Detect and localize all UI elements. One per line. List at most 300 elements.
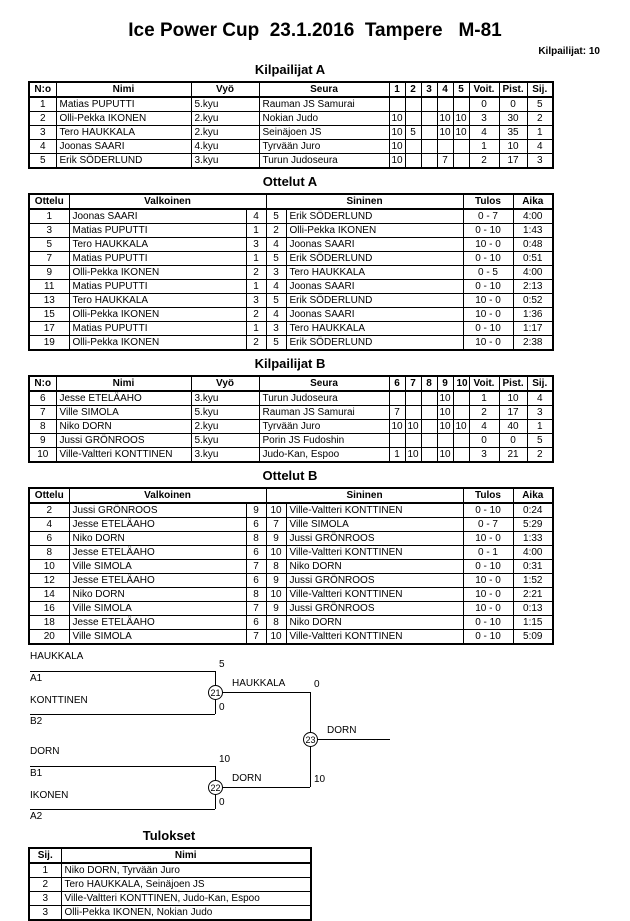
cell-pist: 21 [499, 448, 527, 463]
cell-time: 2:38 [513, 336, 553, 351]
cell-result: 0 - 1 [463, 546, 513, 560]
cell-blue-name: Joonas SAARI [286, 308, 463, 322]
cell-pist: 40 [499, 420, 527, 434]
cell-seura: Rauman JS Samurai [259, 406, 389, 420]
cell-no: 6 [29, 391, 56, 406]
cell-sij: 1 [29, 863, 61, 878]
col-header-vyo: Vyö [191, 82, 259, 97]
cell-vyo: 5.kyu [191, 434, 259, 448]
cell-sij: 4 [527, 140, 553, 154]
cell-voit: 1 [469, 140, 499, 154]
cell-sij: 5 [527, 97, 553, 112]
cell-voit: 0 [469, 434, 499, 448]
cell-grid-5 [453, 140, 469, 154]
cell-blue-number: 9 [266, 532, 286, 546]
cell-grid-5 [453, 154, 469, 169]
cell-nimi: Niko DORN [56, 420, 191, 434]
table-header-row [29, 82, 553, 97]
cell-grid-1: 10 [389, 140, 405, 154]
cell-match-no: 2 [29, 503, 69, 518]
cell-white-name: Tero HAUKKALA [69, 294, 246, 308]
bracket-entrant-name: HAUKKALA [30, 651, 84, 662]
tulokset-table [28, 847, 312, 921]
cell-blue-name: Tero HAUKKALA [286, 266, 463, 280]
cell-seura: Turun Judoseura [259, 154, 389, 169]
cell-grid-6: 7 [389, 406, 405, 420]
cell-white-number: 1 [246, 322, 266, 336]
cell-match-no: 6 [29, 532, 69, 546]
competitor-row [29, 126, 553, 140]
table-header-row [29, 488, 553, 503]
cell-result: 10 - 0 [463, 238, 513, 252]
cell-voit: 2 [469, 406, 499, 420]
cell-blue-name: Niko DORN [286, 616, 463, 630]
cell-white-number: 2 [246, 266, 266, 280]
cell-seura: Porin JS Fudoshin [259, 434, 389, 448]
cell-white-name: Olli-Pekka IKONEN [69, 336, 246, 351]
bracket-slot-label: A2 [30, 811, 43, 822]
cell-grid-8 [421, 434, 437, 448]
cell-blue-number: 3 [266, 322, 286, 336]
cell-nimi: Ville SIMOLA [56, 406, 191, 420]
col-header-seura: Seura [259, 82, 389, 97]
cell-result: 0 - 10 [463, 224, 513, 238]
col-header-nimi: Nimi [61, 848, 311, 863]
ottelut-a-heading: Ottelut A [262, 174, 318, 189]
cell-white-number: 8 [246, 532, 266, 546]
result-row [29, 906, 311, 921]
bracket-score: 10 [219, 754, 231, 765]
cell-grid-10 [453, 434, 469, 448]
bracket-entrant-name: DORN [30, 746, 60, 757]
cell-grid-7 [405, 406, 421, 420]
cell-result: 0 - 10 [463, 322, 513, 336]
cell-white-name: Matias PUPUTTI [69, 224, 246, 238]
cell-result: 0 - 10 [463, 560, 513, 574]
col-header-aika: Aika [513, 488, 553, 503]
match-row [29, 560, 553, 574]
cell-white-name: Joonas SAARI [69, 209, 246, 224]
cell-white-name: Jesse ETELÄAHO [69, 616, 246, 630]
cell-blue-name: Olli-Pekka IKONEN [286, 224, 463, 238]
col-header-tulos: Tulos [463, 488, 513, 503]
cell-nimi: Olli-Pekka IKONEN, Nokian Judo [61, 906, 311, 921]
cell-blue-number: 5 [266, 252, 286, 266]
cell-grid-1: 10 [389, 154, 405, 169]
cell-no: 9 [29, 434, 56, 448]
cell-white-number: 3 [246, 238, 266, 252]
cell-match-no: 5 [29, 238, 69, 252]
match-row [29, 503, 553, 518]
cell-grid-2 [405, 140, 421, 154]
cell-result: 10 - 0 [463, 308, 513, 322]
section-ottelut-b [28, 468, 552, 645]
cell-white-number: 4 [246, 209, 266, 224]
table-header-row [29, 194, 553, 209]
cell-vyo: 2.kyu [191, 420, 259, 434]
cell-result: 10 - 0 [463, 294, 513, 308]
kilpailijat-a-table [28, 81, 554, 169]
match-row [29, 280, 553, 294]
cell-sij: 3 [527, 154, 553, 169]
cell-white-name: Tero HAUKKALA [69, 238, 246, 252]
col-header-voit: Voit. [469, 376, 499, 391]
col-header-aika: Aika [513, 194, 553, 209]
match-row [29, 308, 553, 322]
bracket-score: 5 [219, 659, 225, 670]
cell-time: 2:13 [513, 280, 553, 294]
cell-voit: 4 [469, 126, 499, 140]
cell-grid-1 [389, 97, 405, 112]
cell-nimi: Olli-Pekka IKONEN [56, 112, 191, 126]
cell-white-name: Ville SIMOLA [69, 602, 246, 616]
competitor-row [29, 420, 553, 434]
cell-blue-number: 5 [266, 336, 286, 351]
cell-white-name: Jesse ETELÄAHO [69, 574, 246, 588]
cell-seura: Turun Judoseura [259, 391, 389, 406]
cell-white-name: Olli-Pekka IKONEN [69, 266, 246, 280]
cell-vyo: 5.kyu [191, 97, 259, 112]
cell-white-name: Jussi GRÖNROOS [69, 503, 246, 518]
cell-voit: 2 [469, 154, 499, 169]
col-header-ottelu: Ottelu [29, 194, 69, 209]
col-header-no: N:o [29, 82, 56, 97]
cell-grid-4: 10 [437, 126, 453, 140]
cell-result: 0 - 7 [463, 518, 513, 532]
cell-voit: 0 [469, 97, 499, 112]
cell-grid-4: 7 [437, 154, 453, 169]
col-header-tulos: Tulos [463, 194, 513, 209]
match-row [29, 266, 553, 280]
cell-result: 10 - 0 [463, 532, 513, 546]
cell-white-name: Matias PUPUTTI [69, 322, 246, 336]
cell-no: 8 [29, 420, 56, 434]
col-header-g3: 3 [421, 82, 437, 97]
kilpailijat-b-table [28, 375, 554, 463]
bracket-score: 10 [314, 774, 326, 785]
cell-white-name: Ville SIMOLA [69, 630, 246, 645]
result-row [29, 878, 311, 892]
cell-nimi: Tero HAUKKALA [56, 126, 191, 140]
cell-blue-number: 7 [266, 518, 286, 532]
competitors-count: Kilpailijat: 10 [538, 46, 600, 57]
section-kilpailijat-a [28, 62, 552, 169]
col-header-ottelu: Ottelu [29, 488, 69, 503]
cell-time: 1:52 [513, 574, 553, 588]
competitor-row [29, 434, 553, 448]
cell-pist: 0 [499, 97, 527, 112]
cell-grid-7: 10 [405, 420, 421, 434]
cell-grid-2 [405, 154, 421, 169]
cell-vyo: 5.kyu [191, 406, 259, 420]
cell-blue-name: Ville-Valtteri KONTTINEN [286, 588, 463, 602]
cell-sij: 1 [527, 420, 553, 434]
col-header-g8: 8 [421, 376, 437, 391]
cell-nimi: Niko DORN, Tyrvään Juro [61, 863, 311, 878]
cell-time: 4:00 [513, 266, 553, 280]
section-kilpailijat-b [28, 356, 552, 463]
cell-grid-9: 10 [437, 391, 453, 406]
cell-no: 7 [29, 406, 56, 420]
cell-result: 0 - 10 [463, 280, 513, 294]
cell-nimi: Ville-Valtteri KONTTINEN [56, 448, 191, 463]
cell-white-name: Matias PUPUTTI [69, 280, 246, 294]
match-row [29, 532, 553, 546]
cell-blue-name: Joonas SAARI [286, 238, 463, 252]
cell-grid-3 [421, 154, 437, 169]
match-row [29, 602, 553, 616]
kilpailijat-a-heading: Kilpailijat A [254, 62, 326, 77]
cell-blue-name: Joonas SAARI [286, 280, 463, 294]
cell-result: 0 - 10 [463, 616, 513, 630]
cell-result: 10 - 0 [463, 574, 513, 588]
cell-result: 0 - 7 [463, 209, 513, 224]
cell-grid-2 [405, 97, 421, 112]
competitor-row [29, 140, 553, 154]
match-row [29, 322, 553, 336]
cell-match-no: 17 [29, 322, 69, 336]
col-header-g2: 2 [405, 82, 421, 97]
match-row [29, 616, 553, 630]
col-header-g9: 9 [437, 376, 453, 391]
cell-grid-8 [421, 420, 437, 434]
cell-result: 0 - 10 [463, 503, 513, 518]
cell-white-number: 2 [246, 336, 266, 351]
match-row [29, 238, 553, 252]
cell-time: 1:43 [513, 224, 553, 238]
competitor-row [29, 112, 553, 126]
cell-white-number: 9 [246, 503, 266, 518]
cell-white-name: Niko DORN [69, 588, 246, 602]
bracket-winner-name: HAUKKALA [232, 678, 286, 689]
cell-nimi: Jussi GRÖNROOS [56, 434, 191, 448]
cell-grid-1: 10 [389, 112, 405, 126]
match-row [29, 630, 553, 645]
bracket-entrant-name: KONTTINEN [30, 695, 88, 706]
competitor-row [29, 391, 553, 406]
cell-grid-1: 10 [389, 126, 405, 140]
col-header-g10: 10 [453, 376, 469, 391]
cell-time: 0:48 [513, 238, 553, 252]
cell-blue-number: 3 [266, 266, 286, 280]
cell-time: 0:13 [513, 602, 553, 616]
competitor-row [29, 154, 553, 169]
cell-match-no: 18 [29, 616, 69, 630]
cell-nimi: Joonas SAARI [56, 140, 191, 154]
cell-time: 4:00 [513, 209, 553, 224]
cell-blue-name: Ville-Valtteri KONTTINEN [286, 503, 463, 518]
cell-time: 5:09 [513, 630, 553, 645]
cell-vyo: 2.kyu [191, 112, 259, 126]
cell-white-name: Olli-Pekka IKONEN [69, 308, 246, 322]
cell-blue-number: 10 [266, 546, 286, 560]
bracket-slot-label: B2 [30, 716, 43, 727]
cell-grid-6 [389, 434, 405, 448]
cell-blue-name: Ville-Valtteri KONTTINEN [286, 546, 463, 560]
col-header-g7: 7 [405, 376, 421, 391]
col-header-g5: 5 [453, 82, 469, 97]
cell-match-no: 7 [29, 252, 69, 266]
cell-sij: 2 [527, 448, 553, 463]
table-header-row [29, 848, 311, 863]
col-header-sij: Sij. [527, 376, 553, 391]
cell-grid-10 [453, 391, 469, 406]
cell-result: 10 - 0 [463, 336, 513, 351]
match-row [29, 574, 553, 588]
cell-blue-name: Jussi GRÖNROOS [286, 532, 463, 546]
cell-nimi: Erik SÖDERLUND [56, 154, 191, 169]
cell-blue-number: 4 [266, 280, 286, 294]
cell-match-no: 9 [29, 266, 69, 280]
cell-grid-9: 10 [437, 406, 453, 420]
cell-blue-number: 10 [266, 503, 286, 518]
cell-vyo: 2.kyu [191, 126, 259, 140]
cell-blue-number: 10 [266, 588, 286, 602]
cell-white-number: 6 [246, 546, 266, 560]
cell-sij: 3 [29, 892, 61, 906]
cell-white-name: Matias PUPUTTI [69, 252, 246, 266]
cell-grid-7: 10 [405, 448, 421, 463]
cell-no: 4 [29, 140, 56, 154]
tulokset-heading: Tulokset [142, 828, 196, 843]
cell-grid-4 [437, 97, 453, 112]
bracket-score: 0 [314, 679, 320, 690]
col-header-valkoinen: Valkoinen [69, 488, 266, 503]
cell-seura: Tyrvään Juro [259, 140, 389, 154]
col-header-vyo: Vyö [191, 376, 259, 391]
bracket-score: 0 [219, 797, 225, 808]
cell-pist: 35 [499, 126, 527, 140]
cell-white-number: 1 [246, 224, 266, 238]
cell-sij: 2 [527, 112, 553, 126]
cell-match-no: 19 [29, 336, 69, 351]
cell-time: 1:33 [513, 532, 553, 546]
cell-nimi: Ville-Valtteri KONTTINEN, Judo-Kan, Espoo [61, 892, 311, 906]
cell-blue-number: 8 [266, 616, 286, 630]
cell-grid-9: 10 [437, 420, 453, 434]
competitor-row [29, 448, 553, 463]
cell-blue-name: Ville-Valtteri KONTTINEN [286, 630, 463, 645]
cell-blue-number: 9 [266, 602, 286, 616]
bracket-match-number: 22 [208, 780, 223, 795]
bracket-slot-label: B1 [30, 768, 43, 779]
cell-white-number: 6 [246, 616, 266, 630]
bracket-winner-name: DORN [327, 725, 357, 736]
match-row [29, 588, 553, 602]
cell-grid-7 [405, 391, 421, 406]
cell-time: 0:24 [513, 503, 553, 518]
cell-pist: 10 [499, 140, 527, 154]
kilpailijat-b-heading: Kilpailijat B [254, 356, 326, 371]
cell-white-name: Jesse ETELÄAHO [69, 546, 246, 560]
bracket-score: 0 [219, 702, 225, 713]
cell-grid-8 [421, 406, 437, 420]
cell-result: 0 - 10 [463, 630, 513, 645]
match-row [29, 518, 553, 532]
table-header-row [29, 376, 553, 391]
col-header-g4: 4 [437, 82, 453, 97]
cell-white-number: 6 [246, 574, 266, 588]
cell-time: 0:31 [513, 560, 553, 574]
cell-blue-number: 10 [266, 630, 286, 645]
col-header-seura: Seura [259, 376, 389, 391]
bracket-match-number: 23 [303, 732, 318, 747]
medal-bracket [28, 651, 602, 823]
cell-grid-8 [421, 391, 437, 406]
cell-match-no: 14 [29, 588, 69, 602]
cell-grid-10 [453, 448, 469, 463]
ottelut-a-table [28, 193, 554, 351]
col-header-sininen: Sininen [266, 194, 463, 209]
cell-grid-9 [437, 434, 453, 448]
col-header-nimi: Nimi [56, 82, 191, 97]
cell-match-no: 20 [29, 630, 69, 645]
cell-grid-6: 1 [389, 448, 405, 463]
page-title: Ice Power Cup 23.1.2016 Tampere M-81 [128, 20, 502, 41]
cell-no: 10 [29, 448, 56, 463]
cell-sij: 3 [527, 406, 553, 420]
cell-white-name: Jesse ETELÄAHO [69, 518, 246, 532]
cell-blue-name: Jussi GRÖNROOS [286, 574, 463, 588]
cell-time: 1:15 [513, 616, 553, 630]
cell-grid-6 [389, 391, 405, 406]
cell-blue-number: 5 [266, 209, 286, 224]
cell-white-number: 8 [246, 588, 266, 602]
cell-pist: 10 [499, 391, 527, 406]
cell-vyo: 3.kyu [191, 448, 259, 463]
bracket-winner-name: DORN [232, 773, 262, 784]
cell-grid-5 [453, 97, 469, 112]
cell-grid-5: 10 [453, 112, 469, 126]
cell-match-no: 12 [29, 574, 69, 588]
bracket-slot-label: A1 [30, 673, 43, 684]
cell-sij: 1 [527, 126, 553, 140]
cell-white-number: 7 [246, 560, 266, 574]
cell-grid-8 [421, 448, 437, 463]
cell-grid-5: 10 [453, 126, 469, 140]
cell-nimi: Tero HAUKKALA, Seinäjoen JS [61, 878, 311, 892]
cell-voit: 1 [469, 391, 499, 406]
cell-blue-number: 5 [266, 294, 286, 308]
cell-pist: 0 [499, 434, 527, 448]
cell-time: 4:00 [513, 546, 553, 560]
cell-blue-name: Erik SÖDERLUND [286, 252, 463, 266]
cell-white-number: 3 [246, 294, 266, 308]
cell-seura: Nokian Judo [259, 112, 389, 126]
cell-voit: 3 [469, 112, 499, 126]
cell-nimi: Jesse ETELÄAHO [56, 391, 191, 406]
bracket-line [30, 714, 215, 715]
cell-match-no: 8 [29, 546, 69, 560]
cell-white-number: 1 [246, 252, 266, 266]
cell-blue-name: Tero HAUKKALA [286, 322, 463, 336]
cell-pist: 17 [499, 154, 527, 169]
cell-blue-name: Erik SÖDERLUND [286, 336, 463, 351]
cell-grid-3 [421, 97, 437, 112]
cell-white-number: 1 [246, 280, 266, 294]
cell-blue-number: 4 [266, 238, 286, 252]
cell-pist: 17 [499, 406, 527, 420]
cell-time: 0:51 [513, 252, 553, 266]
cell-match-no: 4 [29, 518, 69, 532]
cell-seura: Tyrvään Juro [259, 420, 389, 434]
cell-vyo: 3.kyu [191, 154, 259, 169]
col-header-no: N:o [29, 376, 56, 391]
cell-blue-name: Erik SÖDERLUND [286, 294, 463, 308]
cell-vyo: 3.kyu [191, 391, 259, 406]
cell-blue-number: 2 [266, 224, 286, 238]
cell-no: 3 [29, 126, 56, 140]
